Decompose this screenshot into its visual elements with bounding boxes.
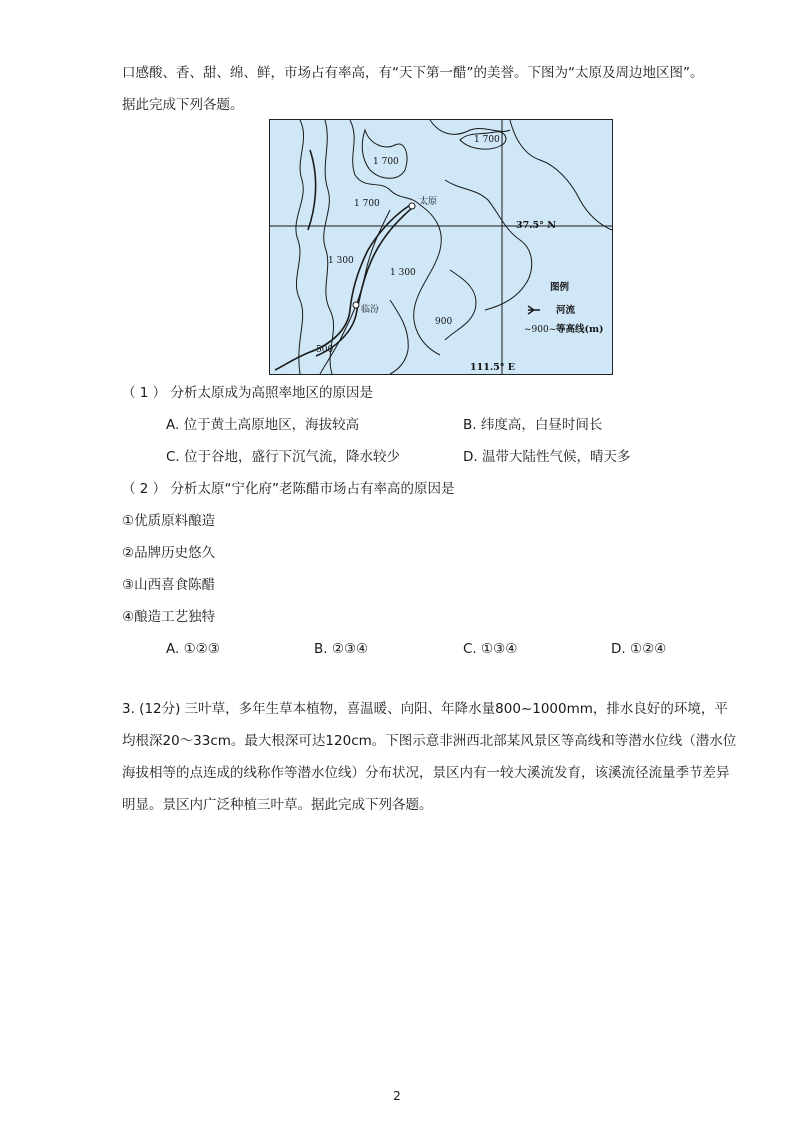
legend-title: 图例 bbox=[550, 282, 570, 293]
contour-label-1300-a: 1 300 bbox=[328, 256, 354, 266]
question-3-line-2: 均根深20～33cm。最大根深可达120cm。下图示意非洲西北部某风景区等高线和等潜水位线（潜水位 bbox=[122, 733, 737, 749]
question-3-line-3: 海拔相等的点连成的线称作等潜水位线）分布状况，景区内有一较大溪流发育，该溪流径流量季节差异 bbox=[122, 765, 730, 781]
taiyuan-marker bbox=[409, 203, 415, 209]
contour-label-1300-b: 1 300 bbox=[390, 268, 416, 278]
contour-label-1700-a: 1 700 bbox=[474, 135, 500, 145]
contour-label-1700-c: 1 700 bbox=[354, 199, 380, 209]
page-number: 2 bbox=[393, 1089, 401, 1103]
question-1-option-c[interactable]: C. 位于谷地，盛行下沉气流，降水较少 bbox=[166, 449, 401, 465]
question-2-statement-4: ④酿造工艺独特 bbox=[122, 609, 216, 625]
linfen-marker bbox=[353, 302, 359, 308]
question-1-option-a[interactable]: A. 位于黄土高原地区，海拔较高 bbox=[166, 417, 360, 433]
map-legend bbox=[524, 281, 604, 335]
question-2-statement-2: ②品牌历史悠久 bbox=[122, 545, 216, 561]
city-label-linfen: 临汾 bbox=[361, 305, 380, 315]
legend-river-symbol bbox=[528, 306, 540, 314]
legend-contour-label: 等高线(m) bbox=[556, 324, 604, 335]
contour-label-500: 500 bbox=[316, 345, 334, 355]
contour-label-1700-b: 1 700 bbox=[373, 157, 399, 167]
question-1-option-b[interactable]: B. 纬度高，白昼时间长 bbox=[463, 417, 603, 433]
question-3-line-4: 明显。景区内广泛种植三叶草。据此完成下列各题。 bbox=[122, 797, 433, 813]
contour-lines bbox=[296, 120, 612, 374]
question-2-statement-3: ③山西喜食陈醋 bbox=[122, 577, 216, 593]
longitude-label: 111.5° E bbox=[470, 362, 516, 373]
intro-line-1: 口感酸、香、甜、绵、鲜，市场占有率高，有“天下第一醋”的美誉。下图为“太原及周边地区图”。 bbox=[122, 65, 704, 81]
question-2-stem: （ 2 ） 分析太原“宁化府”老陈醋市场占有率高的原因是 bbox=[122, 481, 455, 497]
question-3-line-1: 3. (12分) 三叶草，多年生草本植物，喜温暖、向阳、年降水量800~1000mm，排水良好的环境，平 bbox=[122, 701, 728, 717]
map-svg bbox=[270, 120, 612, 374]
legend-contour-sample: ~900~ bbox=[524, 325, 557, 335]
latitude-label: 37.5° N bbox=[516, 220, 556, 231]
intro-line-2: 据此完成下列各题。 bbox=[122, 97, 244, 113]
taiyuan-region-map bbox=[269, 119, 613, 375]
legend-river-label: 河流 bbox=[556, 305, 576, 316]
question-2-option-d[interactable]: D. ①②④ bbox=[611, 641, 667, 657]
question-2-option-a[interactable]: A. ①②③ bbox=[166, 641, 220, 657]
question-1-stem: （ 1 ） 分析太原成为高照率地区的原因是 bbox=[122, 385, 373, 401]
question-2-statement-1: ①优质原料酿造 bbox=[122, 513, 216, 529]
city-label-taiyuan: 太原 bbox=[419, 197, 438, 207]
question-2-option-c[interactable]: C. ①③④ bbox=[463, 641, 518, 657]
contour-label-900: 900 bbox=[435, 317, 453, 327]
question-2-option-b[interactable]: B. ②③④ bbox=[314, 641, 369, 657]
question-1-option-d[interactable]: D. 温带大陆性气候，晴天多 bbox=[463, 449, 631, 465]
